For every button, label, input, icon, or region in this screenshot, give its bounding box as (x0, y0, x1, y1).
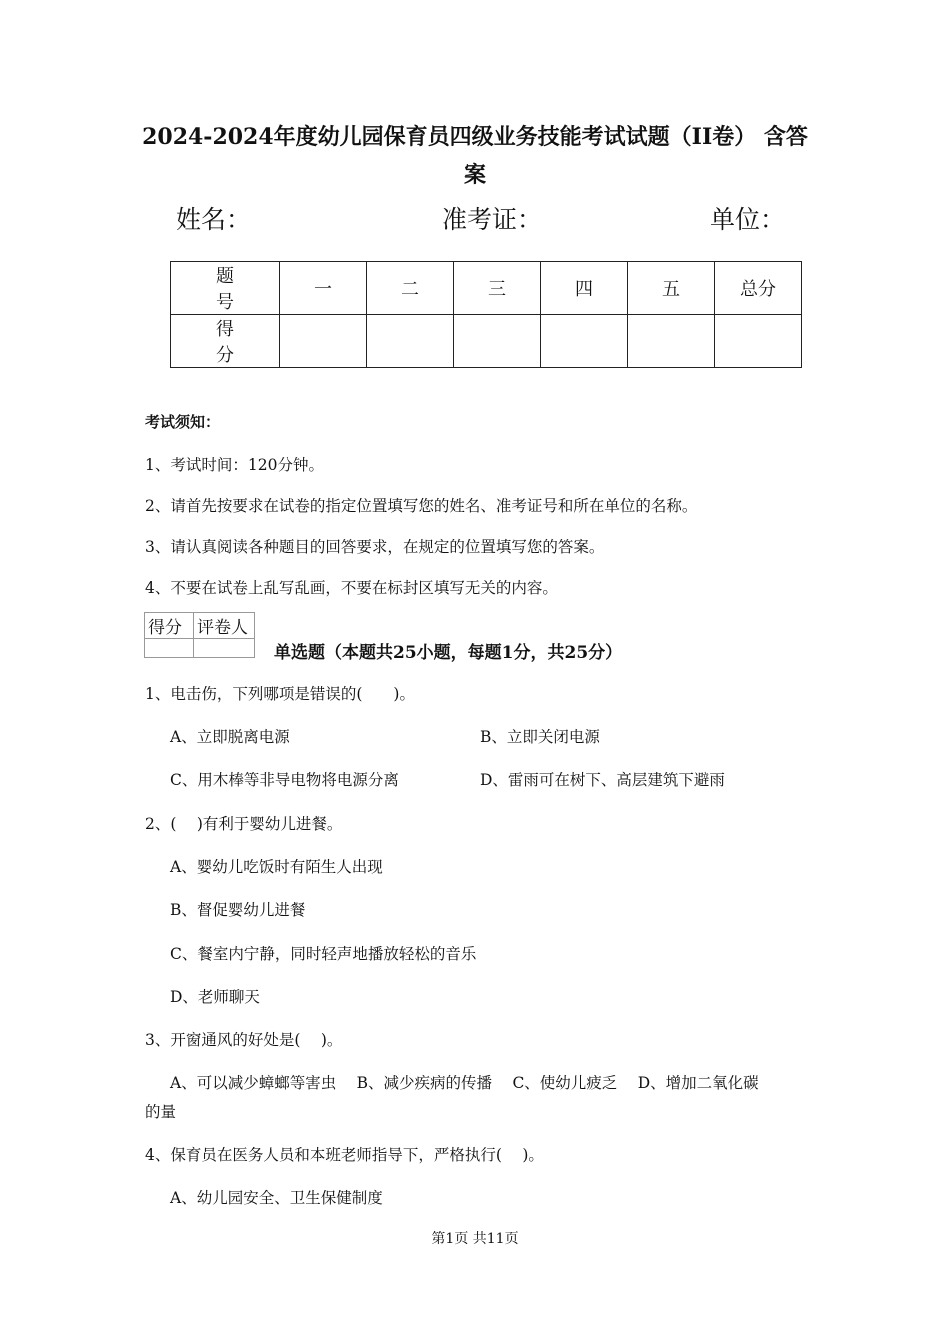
notice-item: 4、不要在试卷上乱写乱画，不要在标封区填写无关的内容。 (145, 579, 558, 597)
question-1-stem: 1、电击伤，下列哪项是错误的( )。 (145, 685, 415, 703)
question-1-option-a: A、立即脱离电源 (170, 728, 290, 746)
question-2-option-a: A、婴幼儿吃饭时有陌生人出现 (170, 858, 383, 876)
page-footer: 第1页 共11页 (431, 1231, 519, 1247)
question-2-stem: 2、( )有利于婴幼儿进餐。 (145, 815, 343, 833)
notice-item: 2、请首先按要求在试卷的指定位置填写您的姓名、准考证号和所在单位的名称。 (145, 497, 698, 515)
section-5-score-cell[interactable] (628, 315, 715, 368)
question-4-option-a: A、幼儿园安全、卫生保健制度 (170, 1189, 383, 1207)
question-1-option-b: B、立即关闭电源 (480, 728, 600, 746)
total-score-header: 总分 (715, 262, 802, 315)
section-3-header: 三 (454, 262, 541, 315)
grader-reviewer-cell[interactable] (194, 639, 255, 658)
question-4-stem: 4、保育员在医务人员和本班老师指导下，严格执行( )。 (145, 1146, 544, 1164)
notice-item: 1、考试时间：120分钟。 (145, 456, 324, 474)
question-1-option-d: D、雷雨可在树下、高层建筑下避雨 (480, 771, 725, 789)
notice-title: 考试须知： (145, 413, 221, 431)
question-3-stem: 3、开窗通风的好处是( )。 (145, 1031, 343, 1049)
notice-item: 3、请认真阅读各种题目的回答要求，在规定的位置填写您的答案。 (145, 538, 605, 556)
grader-score-cell[interactable] (145, 639, 194, 658)
question-2-option-b: B、督促婴幼儿进餐 (170, 901, 306, 919)
section-2-header: 二 (367, 262, 454, 315)
grader-reviewer-label: 评卷人 (194, 613, 255, 639)
grader-box (144, 612, 255, 658)
section-5-header: 五 (628, 262, 715, 315)
section-4-header: 四 (541, 262, 628, 315)
question-3-options-continued: 的量 (145, 1103, 177, 1121)
grader-score-label: 得分 (145, 613, 194, 639)
section-title: 单选题（本题共25小题，每题1分，共25分） (274, 643, 623, 663)
score-table-header-row (171, 262, 802, 315)
section-2-score-cell[interactable] (367, 315, 454, 368)
question-2-option-d: D、老师聊天 (170, 988, 260, 1006)
score-table (170, 261, 802, 368)
exam-title (120, 118, 830, 194)
section-1-header: 一 (280, 262, 367, 315)
title-line-2: 案 (463, 162, 486, 188)
section-4-score-cell[interactable] (541, 315, 628, 368)
question-number-header: 题 号 (171, 262, 280, 315)
score-table-score-row (171, 315, 802, 368)
question-3-options: A、可以减少蟑螂等害虫 B、减少疾病的传播 C、使幼儿疲乏 D、增加二氧化碳 (170, 1074, 759, 1092)
name-label: 姓名： (176, 205, 252, 234)
score-row-label: 得 分 (171, 315, 280, 368)
unit-label: 单位： (710, 205, 786, 234)
question-1-option-c: C、用木棒等非导电物将电源分离 (170, 771, 399, 789)
section-1-score-cell[interactable] (280, 315, 367, 368)
question-2-option-c: C、餐室内宁静，同时轻声地播放轻松的音乐 (170, 945, 477, 963)
section-3-score-cell[interactable] (454, 315, 541, 368)
title-line-1: 2024-2024年度幼儿园保育员四级业务技能考试试题（II卷） 含答 (142, 124, 808, 150)
exam-number-label: 准考证： (442, 205, 543, 234)
total-score-cell[interactable] (715, 315, 802, 368)
